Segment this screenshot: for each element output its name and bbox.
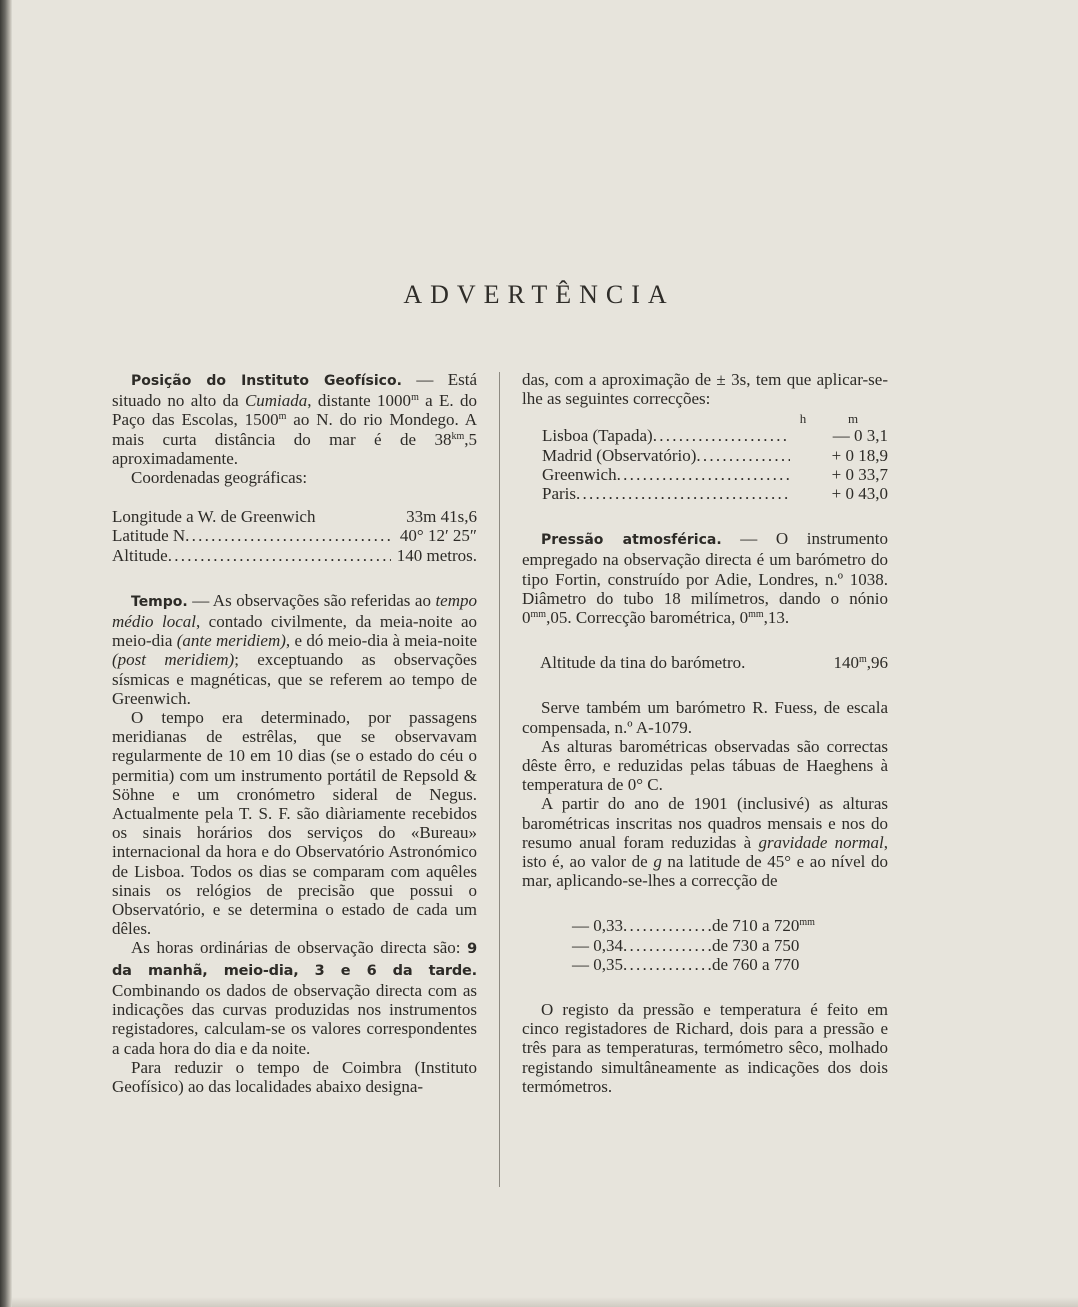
text: ; exceptuando as observações sísmicas e magnéticas, que se referem ao tempo de Greenwich. <box>112 650 477 708</box>
text: , e dó meio-dia à meia-noite <box>285 631 478 651</box>
coordinates-table <box>112 507 477 565</box>
pressure-range <box>712 955 822 974</box>
minutes-header: m <box>847 411 859 427</box>
paragraph-continuation: das, com a aproximação de ± 3s, tem que aplicar-se-lhe as seguintes correcções: <box>522 370 888 409</box>
paragraph-tempo <box>112 591 477 708</box>
pressure-correction: — 0,33 <box>572 916 623 936</box>
emphasis: gravidade normal <box>758 832 884 852</box>
text: , contado civilmente, da meia-noite ao meio-dia <box>112 612 477 651</box>
heading-tempo: Tempo. <box>131 593 188 610</box>
text: As horas ordinárias de observação directa são: <box>131 938 468 958</box>
text: ,05. Correcção barométrica, 0 <box>546 608 749 628</box>
correction-row <box>542 446 888 465</box>
symbol-g: g <box>653 852 662 872</box>
correction-place: Paris <box>542 484 576 504</box>
altitude-tina-value <box>833 653 888 672</box>
unit: km <box>451 430 465 442</box>
correction-value: + 0 43,0 <box>831 484 888 504</box>
unit: m <box>411 392 419 404</box>
corrections-header <box>522 412 888 426</box>
page-title: ADVERTÊNCIA <box>403 280 675 309</box>
leader-dots <box>623 916 712 935</box>
coordinate-label: Altitude <box>112 545 168 565</box>
page-binding-edge <box>0 0 12 1307</box>
pressure-corrections-table <box>522 916 822 974</box>
leader-dots <box>696 446 790 465</box>
pressure-correction: — 0,34 <box>572 935 623 955</box>
emphasis: tempo médio local <box>112 590 477 632</box>
correction-row <box>542 484 888 503</box>
pressure-row <box>572 916 822 935</box>
pressure-row <box>572 955 822 974</box>
correction-value: — 0 3,1 <box>832 426 888 446</box>
altitude-tina-label: Altitude da tina do barómetro. <box>540 653 746 673</box>
unit: m <box>278 411 287 423</box>
paragraph-posicao <box>112 370 477 468</box>
text: — Está situado no alto da <box>112 370 477 411</box>
emphasis: (ante meridiem) <box>176 631 286 651</box>
text: Combinando os dados de observação directa com as indicações das curvas produzidas nos instrumentos registadores, calculam-se os valores correspondentes a cada hora do dia e da noite. <box>112 980 477 1058</box>
hours-header: h <box>799 411 807 427</box>
unit: mm <box>799 917 815 929</box>
unit: mm <box>530 609 547 621</box>
leader-dots <box>185 526 391 545</box>
coordinate-label: Latitude N <box>112 526 186 546</box>
left-column <box>112 370 477 1096</box>
leader-dots <box>623 955 712 974</box>
coordinate-value: 140 metros. <box>396 545 477 565</box>
unit: m <box>858 654 867 666</box>
text: — As observações são referidas ao <box>187 590 436 610</box>
pressure-row <box>572 936 822 955</box>
paragraph-reduzir: Para reduzir o tempo de Coimbra (Instituto Geofísico) ao das localidades abaixo designa- <box>112 1057 477 1096</box>
leader-dots <box>653 426 790 445</box>
paragraph-horas <box>112 938 477 1057</box>
text: , distante 1000 <box>307 391 412 411</box>
emphasis: (post meridiem) <box>112 650 235 670</box>
leader-dots <box>617 465 790 484</box>
value: ,96 <box>866 653 888 673</box>
observation-hours: 9 da manhã, meio-dia, 3 e 6 da tarde. <box>112 941 477 979</box>
page-bottom-edge <box>12 1297 1078 1307</box>
paragraph-alturas: As alturas barométricas observadas são correctas dêste êrro, e reduzidas pelas tábuas de Haeghens à temperatura de 0° C. <box>522 736 888 795</box>
unit: mm <box>748 609 764 621</box>
correction-row <box>542 465 888 484</box>
heading-pressao: Pressão atmosférica. <box>541 532 722 549</box>
heading-posicao: Posição do Instituto Geofísico. <box>131 373 402 389</box>
leader-dots <box>168 546 391 565</box>
correction-place: Lisboa (Tapada) <box>542 426 653 446</box>
altitude-tina-line <box>522 653 888 672</box>
pressure-range <box>712 916 822 935</box>
right-column <box>522 370 888 1096</box>
text: ao N. do rio Mondego. A mais curta distância do mar é de 38 <box>112 410 477 449</box>
correction-value: + 0 18,9 <box>831 445 888 465</box>
text: A partir do ano de 1901 (inclusivé) as alturas barométricas inscritas nos quadros mensais e nos do resumo anual foram reduzidas à <box>522 794 888 852</box>
leader-dots <box>576 484 790 503</box>
paragraph-tempo-2: O tempo era determinado, por passagens meridianas de estrêlas, que se observavam regularmente de 10 em 10 dias (se o estado do céu o permitia) com um instrumento portátil de Repsold & Söhne e um cronómetro sideral de Negus. Actualmente pela T. S. F. são diàriamente recebidos os sinais horários dos serviços do «Bureau» internacional da hora e do Observatório Astronómico de Lisboa. Todos os dias se comparam com aquêles sinais os relógios de precisão que possui o Observatório, e se determina o estado de cada um dêles. <box>112 708 477 939</box>
place-name: Cumiada <box>244 391 308 411</box>
text: — O instrumento empregado na observação directa é um barómetro do tipo Fortin, construído por Adie, Londres, n.º 1038. Diâmetro do tubo 18 milímetros, dando o nónio 0 <box>522 529 888 628</box>
coordinate-row <box>112 507 477 526</box>
correction-value: + 0 33,7 <box>831 464 888 484</box>
correction-place: Greenwich <box>542 464 617 484</box>
text: , isto é, ao valor de <box>522 832 888 872</box>
paragraph-pressao <box>522 529 888 627</box>
coords-intro: Coordenadas geográficas: <box>131 468 308 488</box>
text: a E. do Paço das Escolas, 1500 <box>112 391 477 430</box>
pressure-correction: — 0,35 <box>572 954 623 974</box>
coordinate-row <box>112 526 477 545</box>
corrections-table <box>522 426 888 503</box>
column-divider <box>499 372 500 1187</box>
coordinate-label: Longitude a W. de Greenwich <box>112 507 316 527</box>
paragraph-registo: O registo da pressão e temperatura é feito em cinco registadores de Richard, dois para a pressão e três para as temperaturas, termómetro sêco, molhado registando simultâneamente as indicações dos dois termómetros. <box>522 1000 888 1096</box>
coordinate-value: 33m 41s,6 <box>406 507 477 527</box>
coordinate-value: 40° 12′ 25″ <box>399 526 477 546</box>
text: ,5 aproximadamente. <box>112 429 477 468</box>
coordinate-row <box>112 546 477 565</box>
correction-place: Madrid (Observatório) <box>542 445 697 465</box>
range: de 710 a 720 <box>712 916 800 936</box>
text: na latitude de 45° e ao nível do mar, aplicando-se-lhes a correcção de <box>522 852 888 891</box>
correction-row <box>542 426 888 445</box>
leader-dots <box>623 936 712 955</box>
paragraph-fuess: Serve também um barómetro R. Fuess, de escala compensada, n.º A-1079. <box>522 698 888 737</box>
range: de 730 a 750 <box>712 935 800 955</box>
pressure-range <box>712 936 822 955</box>
paragraph-gravidade <box>522 794 888 890</box>
text: ,13. <box>763 608 790 628</box>
range: de 760 a 770 <box>712 954 800 974</box>
value: 140 <box>833 653 859 673</box>
